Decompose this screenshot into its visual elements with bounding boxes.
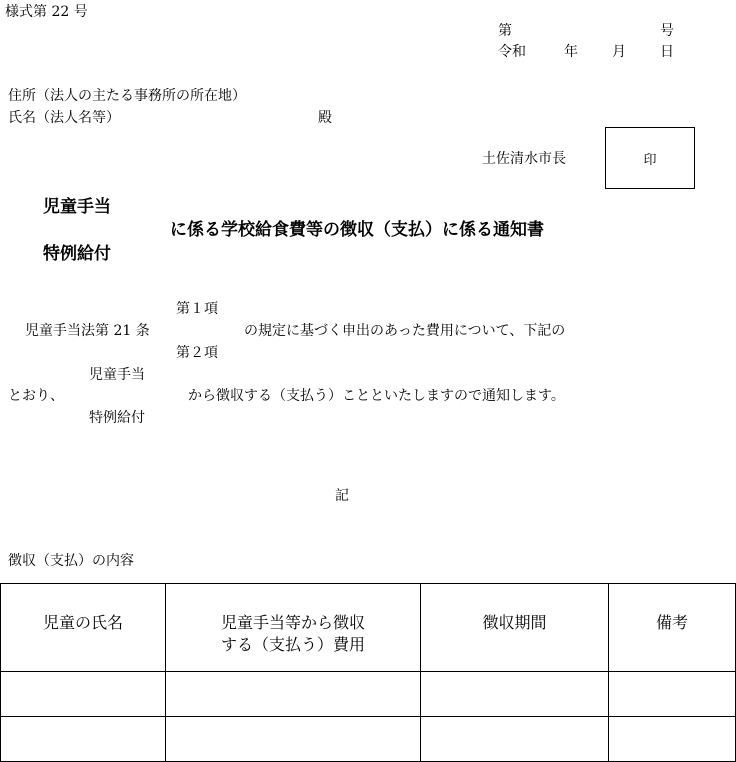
header-remarks: 備考 [609,584,736,672]
cell-period[interactable] [421,672,609,717]
clause-2: 第２項 [176,345,218,361]
form-number: 様式第 22 号 [5,4,88,20]
cell-period[interactable] [421,717,609,762]
seal-mark: 印 [643,152,657,168]
date-day: 日 [660,44,674,60]
date-year: 年 [564,44,578,60]
header-cost [166,584,421,672]
table-header-row [1,584,736,672]
table-row [1,672,736,717]
content-table [0,583,736,762]
benefit-special-benefit: 特例給付 [89,410,145,426]
cell-remarks[interactable] [609,672,736,717]
cell-child-name[interactable] [1,672,166,717]
seal-box [605,127,695,189]
header-cost-line1: 児童手当等から徴収 [220,613,365,632]
cell-cost[interactable] [166,717,421,762]
cell-cost[interactable] [166,672,421,717]
doc-number-prefix: 第 [498,23,512,39]
header-child-name: 児童の氏名 [1,584,166,672]
date-month: 月 [612,44,626,60]
header-period: 徴収期間 [421,584,609,672]
issuer: 土佐清水市長 [482,151,566,167]
cell-remarks[interactable] [609,717,736,762]
date-era: 令和 [498,44,526,60]
header-cost-line2: する（支払う）費用 [220,635,365,654]
section-label: 徴収（支払）の内容 [8,553,134,569]
body-line2-suffix: から徴収する（支払う）ことといたしますので通知します。 [188,388,565,404]
address-label: 住所（法人の主たる事務所の所在地） [8,88,246,104]
body-line1-suffix: の規定に基づく申出のあった費用について、下記の [244,323,566,339]
benefit-child-allowance: 児童手当 [89,367,145,383]
name-label: 氏名（法人名等） [8,110,120,126]
table-row [1,717,736,762]
ki-heading: 記 [335,488,349,504]
title-option-special-benefit: 特例給付 [43,244,111,264]
title-option-child-allowance: 児童手当 [43,197,111,217]
body-line1-prefix: 児童手当法第 21 条 [25,323,150,339]
body-line2-prefix: とおり、 [8,388,64,404]
title-main: に係る学校給食費等の徴収（支払）に係る通知書 [170,220,544,240]
honorific: 殿 [318,110,332,126]
cell-child-name[interactable] [1,717,166,762]
doc-number-suffix: 号 [660,23,674,39]
clause-1: 第１項 [176,301,218,317]
